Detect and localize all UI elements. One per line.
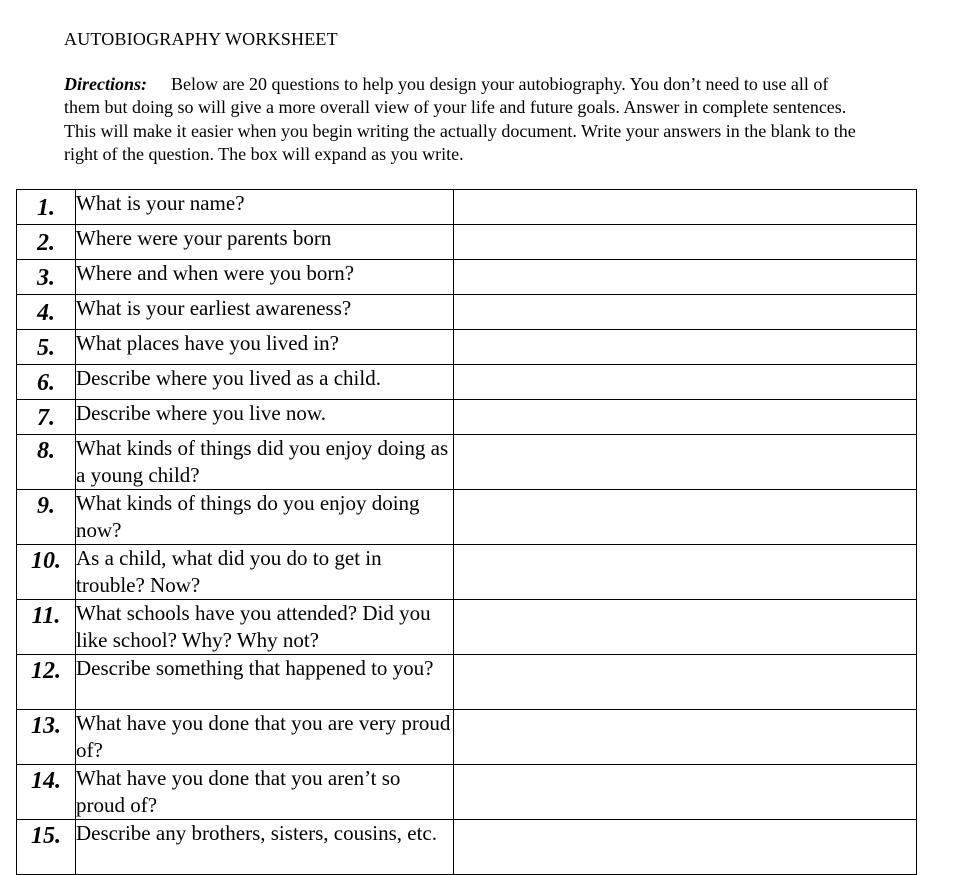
question-number: 2. <box>17 225 76 260</box>
question-number: 13. <box>17 710 76 765</box>
answer-cell[interactable] <box>454 765 917 820</box>
directions-text: Below are 20 questions to help you design your autobiography. You don’t need to use all of them but doing so will give a more overall view of your life and future goals. Answer in complete sentences. This will make it easier when you begin writing the actually document. Write your answers in the blank to the right of the question. The box will expand as you write. <box>64 74 856 164</box>
answer-cell[interactable] <box>454 260 917 295</box>
answer-cell[interactable] <box>454 710 917 765</box>
question-text: As a child, what did you do to get in trouble? Now? <box>76 545 454 600</box>
question-text: Describe any brothers, sisters, cousins, etc. <box>76 820 454 875</box>
question-row <box>17 710 917 765</box>
question-text: What is your earliest awareness? <box>76 295 454 330</box>
answer-cell[interactable] <box>454 365 917 400</box>
question-text: What have you done that you aren’t so proud of? <box>76 765 454 820</box>
question-number: 7. <box>17 400 76 435</box>
answer-cell[interactable] <box>454 190 917 225</box>
question-text: What places have you lived in? <box>76 330 454 365</box>
answer-cell[interactable] <box>454 400 917 435</box>
question-number: 4. <box>17 295 76 330</box>
question-row <box>17 820 917 875</box>
answer-cell[interactable] <box>454 435 917 490</box>
answer-cell[interactable] <box>454 225 917 260</box>
question-number: 14. <box>17 765 76 820</box>
question-row <box>17 545 917 600</box>
question-row <box>17 400 917 435</box>
question-row <box>17 490 917 545</box>
question-row <box>17 655 917 710</box>
question-row <box>17 190 917 225</box>
question-text: Describe something that happened to you? <box>76 655 454 710</box>
question-number: 12. <box>17 655 76 710</box>
question-text: What kinds of things did you enjoy doing as a young child? <box>76 435 454 490</box>
question-number: 9. <box>17 490 76 545</box>
question-number: 3. <box>17 260 76 295</box>
directions-label: Directions: <box>64 74 147 94</box>
question-text: Describe where you lived as a child. <box>76 365 454 400</box>
questions-table <box>16 189 917 875</box>
answer-cell[interactable] <box>454 330 917 365</box>
answer-cell[interactable] <box>454 295 917 330</box>
question-text: Where and when were you born? <box>76 260 454 295</box>
question-number: 15. <box>17 820 76 875</box>
question-number: 11. <box>17 600 76 655</box>
question-row <box>17 260 917 295</box>
question-text: Describe where you live now. <box>76 400 454 435</box>
question-text: What schools have you attended? Did you like school? Why? Why not? <box>76 600 454 655</box>
answer-cell[interactable] <box>454 820 917 875</box>
question-row <box>17 295 917 330</box>
worksheet-title: AUTOBIOGRAPHY WORKSHEET <box>64 29 338 49</box>
question-row <box>17 435 917 490</box>
question-number: 8. <box>17 435 76 490</box>
question-number: 1. <box>17 190 76 225</box>
question-row <box>17 365 917 400</box>
question-text: What have you done that you are very proud of? <box>76 710 454 765</box>
question-row <box>17 330 917 365</box>
question-number: 6. <box>17 365 76 400</box>
question-text: What kinds of things do you enjoy doing now? <box>76 490 454 545</box>
answer-cell[interactable] <box>454 600 917 655</box>
question-text: What is your name? <box>76 190 454 225</box>
question-text: Where were your parents born <box>76 225 454 260</box>
question-row <box>17 225 917 260</box>
question-number: 5. <box>17 330 76 365</box>
answer-cell[interactable] <box>454 655 917 710</box>
question-row <box>17 600 917 655</box>
question-row <box>17 765 917 820</box>
answer-cell[interactable] <box>454 490 917 545</box>
question-number: 10. <box>17 545 76 600</box>
directions-paragraph <box>64 73 864 166</box>
answer-cell[interactable] <box>454 545 917 600</box>
